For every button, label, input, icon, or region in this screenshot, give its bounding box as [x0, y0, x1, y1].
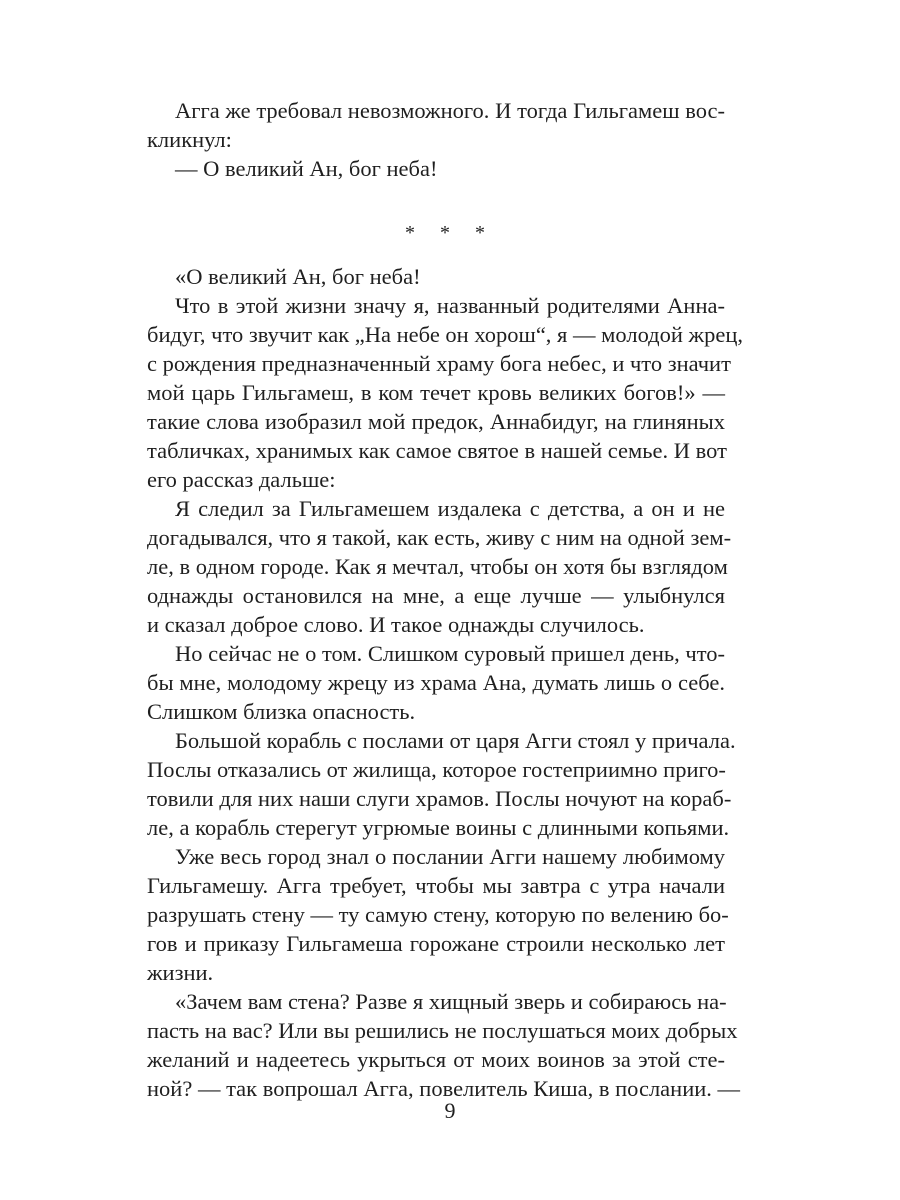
- text-line: ной? — так вопрошал Агга, повелитель Киша, в послании. —: [147, 1076, 741, 1101]
- main-text: [147, 262, 743, 1103]
- text-line: «О великий Ан, бог неба!: [175, 264, 421, 289]
- text-line: Гильгамешу. Агга требует, чтобы мы завтра с утра начали: [147, 873, 725, 898]
- text-line: Послы отказались от жилища, которое гостеприимно приго-: [147, 757, 726, 782]
- text-line: Уже весь город знал о послании Агги нашему любимому: [175, 844, 725, 869]
- page-number: 9: [444, 1098, 456, 1123]
- text-line: такие слова изобразил мой предок, Аннабидуг, на глиняных: [147, 409, 725, 434]
- text-line: Что в этой жизни значу я, названный родителями Анна-: [175, 293, 725, 318]
- text-line: — О великий Ан, бог неба!: [175, 156, 438, 181]
- text-line: табличках, хранимых как самое святое в нашей семье. И вот: [147, 438, 727, 463]
- text-line: Слишком близка опасность.: [147, 699, 416, 724]
- text-line: пасть на вас? Или вы решились не послушаться моих добрых: [147, 1018, 738, 1043]
- text-line: желаний и надеетесь укрыться от моих воинов за этой сте-: [147, 1047, 725, 1072]
- text-line: кликнул:: [147, 127, 232, 152]
- section-separator: * * *: [405, 222, 495, 244]
- text-line: «Зачем вам стена? Разве я хищный зверь и собираюсь на-: [175, 989, 727, 1014]
- text-line: ле, а корабль стерегут угрюмые воины с длинными копьями.: [147, 815, 730, 840]
- text-line: бы мне, молодому жрецу из храма Ана, думать лишь о себе.: [147, 670, 725, 695]
- text-line: гов и приказу Гильгамеша горожане строили несколько лет: [147, 931, 725, 956]
- text-line: Агга же требовал невозможного. И тогда Гильгамеш вос-: [175, 98, 725, 123]
- text-line: догадывался, что я такой, как есть, живу с ним на одной зем-: [147, 525, 732, 550]
- text-line: Но сейчас не о том. Слишком суровый пришел день, что-: [175, 641, 725, 666]
- text-line: разрушать стену — ту самую стену, которую по велению бо-: [147, 902, 729, 927]
- text-line: Я следил за Гильгамешем издалека с детства, а он и не: [175, 496, 725, 521]
- text-line: его рассказ дальше:: [147, 467, 336, 492]
- text-line: товили для них наши слуги храмов. Послы ночуют на кораб-: [147, 786, 732, 811]
- text-line: бидуг, что звучит как „На небе он хорош“, я — молодой жрец,: [147, 322, 743, 347]
- opening-text: [147, 96, 725, 183]
- text-line: с рождения предназначенный храму бога небес, и что значит: [147, 351, 731, 376]
- text-line: жизни.: [147, 960, 214, 985]
- text-line: однажды остановился на мне, а еще лучше — улыбнулся: [147, 583, 725, 608]
- text-line: и сказал доброе слово. И такое однажды случилось.: [147, 612, 645, 637]
- text-line: ле, в одном городе. Как я мечтал, чтобы он хотя бы взглядом: [147, 554, 728, 579]
- text-line: мой царь Гильгамеш, в ком течет кровь великих богов!» —: [147, 380, 725, 405]
- text-line: Большой корабль с послами от царя Агги стоял у причала.: [175, 728, 736, 753]
